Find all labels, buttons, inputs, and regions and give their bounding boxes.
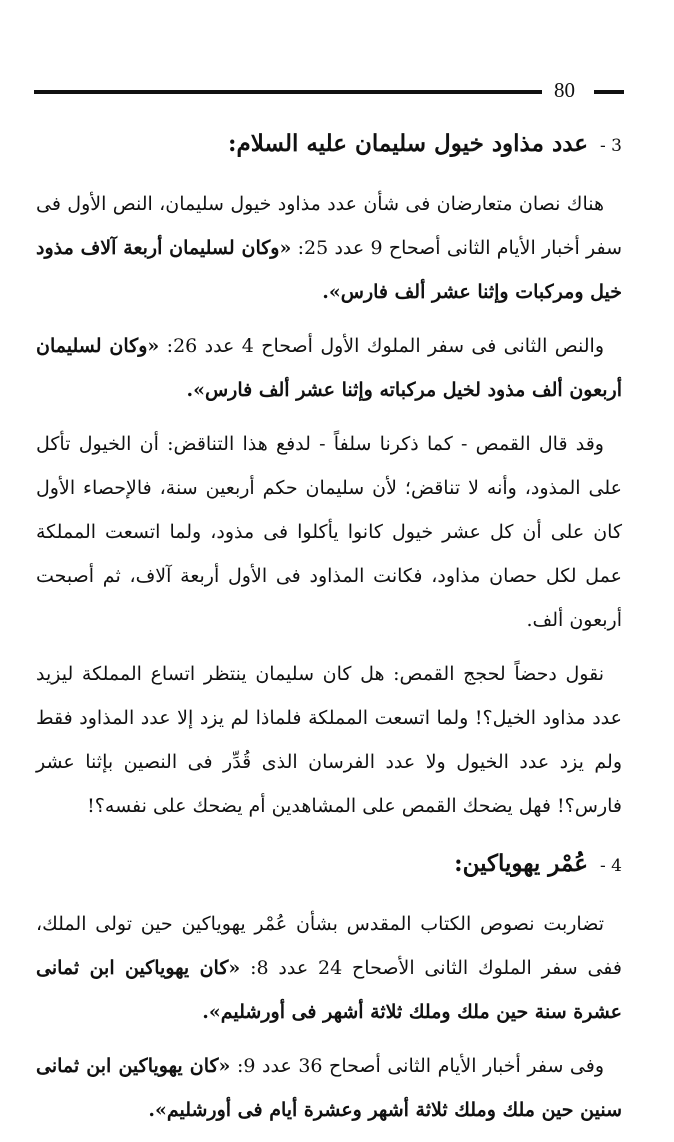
section-4-heading <box>36 838 622 892</box>
page-header <box>34 80 624 106</box>
page-content <box>36 118 622 1142</box>
scripture-quote: «كان يهوياكين ابن ثمانى عشرة سنة حين ملك وملك ثلاثة أشهر فى أورشليم». <box>36 957 622 1023</box>
section-3-title: عدد مذاود خيول سليمان عليه السلام: <box>228 130 588 157</box>
section-3-heading <box>36 118 622 172</box>
page-number: 80 <box>554 78 575 102</box>
paragraph-text: هناك نصان متعارضان فى شأن عدد مذاود خيول سليمان، النص الأول فى سفر أخبار الأيام الثانى أصحاح 9 عدد 25: <box>36 193 622 259</box>
paragraph-text: وفى سفر أخبار الأيام الثانى أصحاح 36 عدد 9: <box>236 1055 604 1077</box>
paragraph-text: تضاربت نصوص الكتاب المقدس بشأن عُمْر يهوياكين حين تولى الملك، ففى <box>36 913 622 979</box>
section-4-number: 4 - <box>600 856 622 876</box>
paragraph <box>36 324 622 412</box>
scripture-quote: «وكان لسليمان أربعة آلاف مذود خيل ومركبات وإثنا عشر ألف فارس». <box>36 237 622 303</box>
paragraph: وقد قال القمص - كما ذكرنا سلفاً - لدفع هذا التناقض: أن الخيول تأكل على المذود، وأنه لا تناقض؛ لأن سليمان حكم أربعين سنة، فالإحصاء الأول كان على أن كل عشر خيول كانوا يأكلوا فى مذود، ولما اتسعت المملكة عمل لكل حصان مذاود، فكانت المذاود فى الأول أربعة آلاف، ثم أصبحت أربعون ألف. <box>36 433 622 631</box>
paragraph <box>36 1044 622 1132</box>
paragraph <box>36 182 622 314</box>
section-3-number: 3 - <box>600 136 622 156</box>
section-4-title: عُمْر يهوياكين: <box>454 850 588 877</box>
header-rule-long <box>34 90 542 94</box>
scripture-quote: «وكان لسليمان أربعون ألف مذود لخيل مركباته وإثنا عشر ألف فارس». <box>36 335 622 401</box>
paragraph <box>36 902 622 1034</box>
paragraph-text: سفر الملوك الثانى الأصحاح 24 عدد 8: <box>250 957 578 979</box>
scripture-quote: «كان يهوياكين ابن ثمانى سنين حين ملك وملك ثلاثة أشهر وعشرة أيام فى أورشليم». <box>36 1055 622 1121</box>
paragraph: نقول دحضاً لحجج القمص: هل كان سليمان ينتظر اتساع المملكة ليزيد عدد مذاود الخيل؟! ولما اتسعت المملكة فلماذا لم يزد إلا عدد المذاود فقط ولم يزد عدد الخيول ولا عدد الفرسان الذى قُدِّر فى النصين بإثنا عشر فارس؟! فهل يضحك القمص على المشاهدين أم يضحك على نفسه؟! <box>36 663 622 817</box>
header-rule-short <box>594 90 624 94</box>
paragraph-text: والنص الثانى فى سفر الملوك الأول أصحاح 4 عدد 26: <box>166 335 604 357</box>
